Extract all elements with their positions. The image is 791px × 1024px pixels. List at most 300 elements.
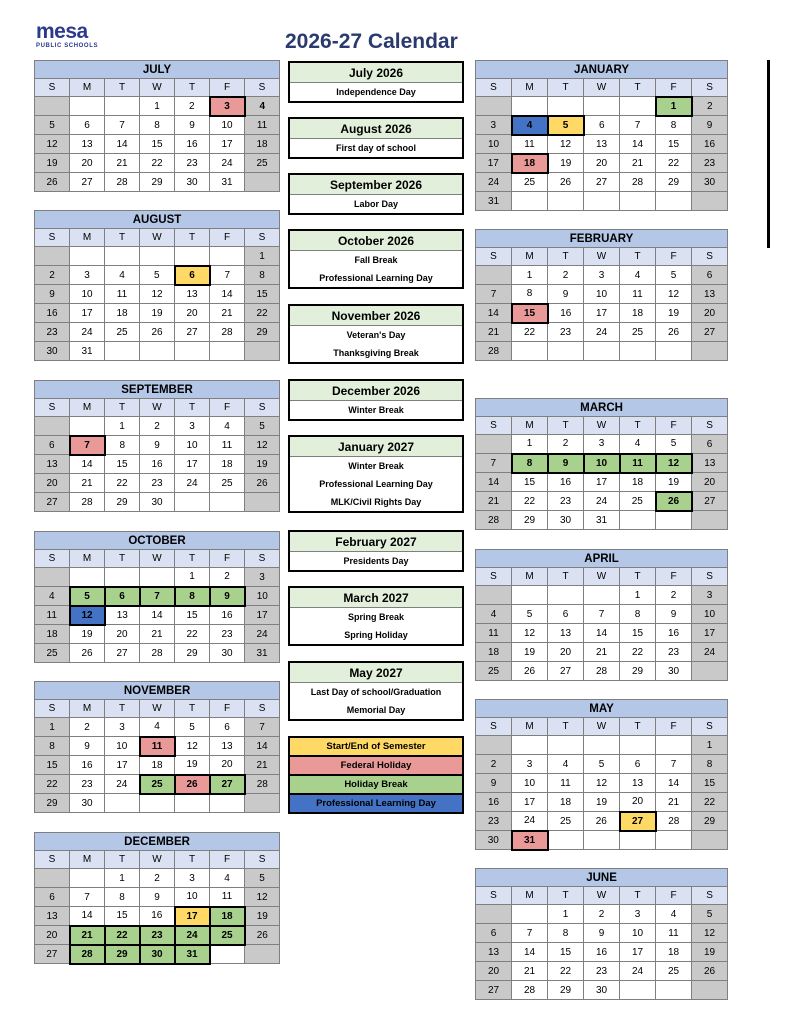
day-cell: 28 bbox=[245, 775, 280, 794]
day-cell: 20 bbox=[105, 625, 140, 644]
weekday-header: T bbox=[548, 248, 584, 266]
legend-federal-holiday: Federal Holiday bbox=[289, 756, 463, 775]
weekday-header: T bbox=[105, 79, 140, 97]
day-cell: 20 bbox=[35, 926, 70, 945]
day-cell: 29 bbox=[656, 173, 692, 192]
empty-cell bbox=[476, 435, 512, 454]
day-cell: 1 bbox=[175, 568, 210, 587]
weekday-header: T bbox=[105, 700, 140, 718]
weekday-header: S bbox=[476, 248, 512, 266]
day-cell: 4 bbox=[245, 97, 280, 116]
day-cell: 9 bbox=[210, 587, 245, 606]
day-cell: 21 bbox=[584, 643, 620, 662]
day-cell: 30 bbox=[35, 342, 70, 361]
empty-cell bbox=[692, 831, 728, 850]
event-item: Professional Learning Day bbox=[319, 273, 433, 283]
day-cell: 23 bbox=[210, 625, 245, 644]
month-august bbox=[34, 210, 280, 361]
day-cell: 25 bbox=[210, 474, 245, 493]
day-cell: 2 bbox=[692, 97, 728, 116]
empty-cell bbox=[548, 97, 584, 116]
day-cell: 2 bbox=[548, 266, 584, 285]
day-cell: 26 bbox=[584, 812, 620, 831]
event-item: Memorial Day bbox=[346, 705, 406, 715]
day-cell: 17 bbox=[210, 135, 245, 154]
weekday-header: S bbox=[245, 700, 280, 718]
week-row bbox=[476, 643, 728, 662]
event-month-title: May 2027 bbox=[290, 663, 462, 683]
empty-cell bbox=[512, 586, 548, 605]
day-cell: 5 bbox=[70, 587, 105, 606]
event-box bbox=[288, 379, 464, 421]
weekday-header: S bbox=[245, 229, 280, 247]
day-cell: 15 bbox=[656, 135, 692, 154]
day-cell: 15 bbox=[512, 473, 548, 492]
day-cell: 16 bbox=[476, 793, 512, 812]
weekday-header: M bbox=[512, 248, 548, 266]
empty-cell bbox=[584, 97, 620, 116]
day-cell: 20 bbox=[175, 304, 210, 323]
day-cell: 27 bbox=[210, 775, 245, 794]
day-cell: 16 bbox=[548, 304, 584, 323]
day-cell: 21 bbox=[512, 962, 548, 981]
day-cell: 8 bbox=[140, 116, 175, 135]
week-row bbox=[35, 718, 280, 737]
day-cell: 23 bbox=[656, 643, 692, 662]
day-cell: 3 bbox=[175, 417, 210, 436]
day-cell: 10 bbox=[175, 888, 210, 907]
empty-cell bbox=[584, 586, 620, 605]
week-row bbox=[35, 869, 280, 888]
week-row bbox=[476, 605, 728, 624]
day-cell: 28 bbox=[620, 173, 656, 192]
weekday-header: S bbox=[245, 79, 280, 97]
day-cell: 10 bbox=[210, 116, 245, 135]
week-row bbox=[35, 285, 280, 304]
page-title: 2026-27 Calendar bbox=[285, 30, 458, 53]
day-cell: 1 bbox=[140, 97, 175, 116]
empty-cell bbox=[175, 794, 210, 813]
weekday-header: T bbox=[175, 851, 210, 869]
day-cell: 18 bbox=[512, 154, 548, 173]
empty-cell bbox=[692, 662, 728, 681]
day-cell: 14 bbox=[70, 907, 105, 926]
day-cell: 15 bbox=[692, 774, 728, 793]
day-cell: 11 bbox=[512, 135, 548, 154]
weekday-header: W bbox=[140, 550, 175, 568]
month-name: SEPTEMBER bbox=[35, 381, 280, 399]
empty-cell bbox=[35, 869, 70, 888]
weekday-header: W bbox=[140, 700, 175, 718]
empty-cell bbox=[512, 736, 548, 755]
weekday-header: S bbox=[692, 568, 728, 586]
empty-cell bbox=[512, 905, 548, 924]
day-cell: 13 bbox=[692, 285, 728, 304]
day-cell: 19 bbox=[656, 304, 692, 323]
day-cell: 12 bbox=[584, 774, 620, 793]
day-cell: 15 bbox=[548, 943, 584, 962]
day-cell: 24 bbox=[620, 962, 656, 981]
day-cell: 4 bbox=[35, 587, 70, 606]
day-cell: 28 bbox=[210, 323, 245, 342]
week-row bbox=[476, 905, 728, 924]
day-cell: 7 bbox=[245, 718, 280, 737]
color-legend bbox=[288, 736, 464, 814]
weekday-header: S bbox=[692, 887, 728, 905]
weekday-header: W bbox=[140, 229, 175, 247]
day-cell: 14 bbox=[476, 304, 512, 323]
day-cell: 1 bbox=[512, 435, 548, 454]
week-row bbox=[476, 662, 728, 681]
weekday-header: T bbox=[175, 399, 210, 417]
day-cell: 4 bbox=[620, 435, 656, 454]
day-cell: 27 bbox=[620, 812, 656, 831]
empty-cell bbox=[548, 736, 584, 755]
empty-cell bbox=[210, 794, 245, 813]
empty-cell bbox=[512, 97, 548, 116]
day-cell: 8 bbox=[105, 888, 140, 907]
day-cell: 19 bbox=[175, 756, 210, 775]
weekday-header: T bbox=[620, 718, 656, 736]
weekday-header: M bbox=[70, 700, 105, 718]
empty-cell bbox=[656, 192, 692, 211]
day-cell: 20 bbox=[548, 643, 584, 662]
empty-cell bbox=[105, 568, 140, 587]
day-cell: 28 bbox=[476, 511, 512, 530]
day-cell: 24 bbox=[692, 643, 728, 662]
day-cell: 27 bbox=[692, 492, 728, 511]
day-cell: 16 bbox=[140, 907, 175, 926]
day-cell: 24 bbox=[105, 775, 140, 794]
weekday-header: S bbox=[692, 718, 728, 736]
day-cell: 13 bbox=[175, 285, 210, 304]
day-cell: 12 bbox=[175, 737, 210, 756]
weekday-header: S bbox=[35, 79, 70, 97]
day-cell: 6 bbox=[105, 587, 140, 606]
day-cell: 23 bbox=[548, 492, 584, 511]
day-cell: 7 bbox=[620, 116, 656, 135]
day-cell: 1 bbox=[245, 247, 280, 266]
day-cell: 28 bbox=[70, 493, 105, 512]
event-box bbox=[288, 173, 464, 215]
day-cell: 17 bbox=[584, 473, 620, 492]
event-month-title: November 2026 bbox=[290, 306, 462, 326]
day-cell: 10 bbox=[105, 737, 140, 756]
day-cell: 11 bbox=[656, 924, 692, 943]
day-cell: 31 bbox=[512, 831, 548, 850]
week-row bbox=[35, 116, 280, 135]
day-cell: 1 bbox=[512, 266, 548, 285]
day-cell: 20 bbox=[70, 154, 105, 173]
empty-cell bbox=[245, 794, 280, 813]
day-cell: 19 bbox=[245, 907, 280, 926]
day-cell: 12 bbox=[548, 135, 584, 154]
day-cell: 10 bbox=[512, 774, 548, 793]
day-cell: 23 bbox=[584, 962, 620, 981]
day-cell: 8 bbox=[35, 737, 70, 756]
day-cell: 14 bbox=[210, 285, 245, 304]
day-cell: 9 bbox=[140, 436, 175, 455]
weekday-header: T bbox=[620, 568, 656, 586]
day-cell: 18 bbox=[210, 907, 245, 926]
weekday-header: T bbox=[620, 887, 656, 905]
event-item: Spring Holiday bbox=[344, 630, 408, 640]
day-cell: 24 bbox=[210, 154, 245, 173]
day-cell: 17 bbox=[620, 943, 656, 962]
day-cell: 25 bbox=[548, 812, 584, 831]
day-cell: 13 bbox=[620, 774, 656, 793]
day-cell: 27 bbox=[692, 323, 728, 342]
day-cell: 20 bbox=[35, 474, 70, 493]
empty-cell bbox=[620, 97, 656, 116]
empty-cell bbox=[584, 736, 620, 755]
empty-cell bbox=[476, 586, 512, 605]
day-cell: 2 bbox=[210, 568, 245, 587]
weekday-header: S bbox=[35, 851, 70, 869]
day-cell: 22 bbox=[105, 474, 140, 493]
day-cell: 25 bbox=[210, 926, 245, 945]
empty-cell bbox=[476, 905, 512, 924]
day-cell: 5 bbox=[245, 417, 280, 436]
event-box bbox=[288, 661, 464, 721]
day-cell: 11 bbox=[140, 737, 175, 756]
day-cell: 21 bbox=[476, 492, 512, 511]
day-cell: 10 bbox=[584, 454, 620, 473]
day-cell: 30 bbox=[476, 831, 512, 850]
day-cell: 21 bbox=[70, 926, 105, 945]
month-april bbox=[475, 549, 728, 681]
week-row bbox=[35, 775, 280, 794]
week-row bbox=[35, 323, 280, 342]
week-row bbox=[476, 924, 728, 943]
week-row bbox=[35, 342, 280, 361]
day-cell: 17 bbox=[105, 756, 140, 775]
event-month-title: January 2027 bbox=[290, 437, 462, 457]
day-cell: 19 bbox=[140, 304, 175, 323]
day-cell: 2 bbox=[584, 905, 620, 924]
day-cell: 9 bbox=[476, 774, 512, 793]
event-box bbox=[288, 435, 464, 513]
day-cell: 27 bbox=[548, 662, 584, 681]
day-cell: 20 bbox=[476, 962, 512, 981]
day-cell: 23 bbox=[692, 154, 728, 173]
weekday-header: M bbox=[70, 851, 105, 869]
day-cell: 10 bbox=[175, 436, 210, 455]
day-cell: 10 bbox=[584, 285, 620, 304]
week-row bbox=[476, 135, 728, 154]
empty-cell bbox=[548, 342, 584, 361]
day-cell: 10 bbox=[476, 135, 512, 154]
day-cell: 22 bbox=[245, 304, 280, 323]
day-cell: 4 bbox=[656, 905, 692, 924]
day-cell: 21 bbox=[656, 793, 692, 812]
day-cell: 15 bbox=[35, 756, 70, 775]
week-row bbox=[476, 962, 728, 981]
day-cell: 29 bbox=[548, 981, 584, 1000]
weekday-header: S bbox=[476, 568, 512, 586]
event-month-title: December 2026 bbox=[290, 381, 462, 401]
day-cell: 18 bbox=[620, 304, 656, 323]
day-cell: 11 bbox=[210, 888, 245, 907]
day-cell: 30 bbox=[140, 945, 175, 964]
week-row bbox=[35, 794, 280, 813]
month-name: FEBRUARY bbox=[476, 230, 728, 248]
day-cell: 5 bbox=[548, 116, 584, 135]
day-cell: 7 bbox=[70, 436, 105, 455]
day-cell: 22 bbox=[620, 643, 656, 662]
day-cell: 13 bbox=[584, 135, 620, 154]
empty-cell bbox=[512, 192, 548, 211]
event-month-title: August 2026 bbox=[290, 119, 462, 139]
day-cell: 29 bbox=[620, 662, 656, 681]
empty-cell bbox=[656, 831, 692, 850]
day-cell: 9 bbox=[70, 737, 105, 756]
day-cell: 4 bbox=[476, 605, 512, 624]
day-cell: 26 bbox=[692, 962, 728, 981]
day-cell: 11 bbox=[210, 436, 245, 455]
empty-cell bbox=[70, 417, 105, 436]
event-item: Spring Break bbox=[347, 612, 405, 622]
day-cell: 22 bbox=[692, 793, 728, 812]
event-month-title: September 2026 bbox=[290, 175, 462, 195]
event-item: MLK/Civil Rights Day bbox=[330, 497, 422, 507]
day-cell: 3 bbox=[245, 568, 280, 587]
day-cell: 14 bbox=[70, 455, 105, 474]
day-cell: 12 bbox=[140, 285, 175, 304]
day-cell: 29 bbox=[35, 794, 70, 813]
day-cell: 24 bbox=[175, 474, 210, 493]
month-name: AUGUST bbox=[35, 211, 280, 229]
day-cell: 8 bbox=[512, 285, 548, 304]
day-cell: 12 bbox=[692, 924, 728, 943]
weekday-header: T bbox=[175, 700, 210, 718]
day-cell: 11 bbox=[620, 285, 656, 304]
month-june bbox=[475, 868, 728, 1000]
weekday-header: W bbox=[584, 79, 620, 97]
week-row bbox=[476, 154, 728, 173]
empty-cell bbox=[245, 173, 280, 192]
event-item: Winter Break bbox=[348, 405, 404, 415]
day-cell: 5 bbox=[512, 605, 548, 624]
day-cell: 13 bbox=[70, 135, 105, 154]
day-cell: 3 bbox=[210, 97, 245, 116]
empty-cell bbox=[210, 945, 245, 964]
event-month-title: July 2026 bbox=[290, 63, 462, 83]
day-cell: 8 bbox=[105, 436, 140, 455]
day-cell: 25 bbox=[656, 962, 692, 981]
week-row bbox=[476, 736, 728, 755]
day-cell: 19 bbox=[512, 643, 548, 662]
day-cell: 19 bbox=[70, 625, 105, 644]
week-row bbox=[35, 97, 280, 116]
day-cell: 18 bbox=[140, 756, 175, 775]
week-row bbox=[476, 266, 728, 285]
day-cell: 13 bbox=[476, 943, 512, 962]
day-cell: 12 bbox=[35, 135, 70, 154]
day-cell: 14 bbox=[512, 943, 548, 962]
empty-cell bbox=[210, 493, 245, 512]
day-cell: 7 bbox=[476, 285, 512, 304]
day-cell: 30 bbox=[140, 493, 175, 512]
day-cell: 24 bbox=[70, 323, 105, 342]
month-march bbox=[475, 398, 728, 530]
week-row bbox=[35, 455, 280, 474]
day-cell: 14 bbox=[656, 774, 692, 793]
day-cell: 1 bbox=[656, 97, 692, 116]
day-cell: 23 bbox=[140, 926, 175, 945]
day-cell: 2 bbox=[70, 718, 105, 737]
day-cell: 18 bbox=[245, 135, 280, 154]
day-cell: 17 bbox=[70, 304, 105, 323]
week-row bbox=[35, 154, 280, 173]
day-cell: 1 bbox=[548, 905, 584, 924]
empty-cell bbox=[35, 417, 70, 436]
day-cell: 4 bbox=[105, 266, 140, 285]
weekday-header: T bbox=[620, 79, 656, 97]
empty-cell bbox=[105, 342, 140, 361]
event-item: Professional Learning Day bbox=[319, 479, 433, 489]
day-cell: 27 bbox=[70, 173, 105, 192]
week-row bbox=[476, 435, 728, 454]
day-cell: 8 bbox=[656, 116, 692, 135]
day-cell: 5 bbox=[692, 905, 728, 924]
day-cell: 4 bbox=[210, 869, 245, 888]
day-cell: 19 bbox=[35, 154, 70, 173]
day-cell: 2 bbox=[175, 97, 210, 116]
week-row bbox=[476, 831, 728, 850]
day-cell: 21 bbox=[620, 154, 656, 173]
day-cell: 2 bbox=[35, 266, 70, 285]
day-cell: 6 bbox=[548, 605, 584, 624]
empty-cell bbox=[692, 981, 728, 1000]
week-row bbox=[476, 454, 728, 473]
day-cell: 11 bbox=[476, 624, 512, 643]
day-cell: 26 bbox=[512, 662, 548, 681]
weekday-header: F bbox=[656, 417, 692, 435]
weekday-header: F bbox=[210, 399, 245, 417]
day-cell: 26 bbox=[548, 173, 584, 192]
weekday-header: W bbox=[584, 887, 620, 905]
empty-cell bbox=[70, 568, 105, 587]
day-cell: 20 bbox=[692, 304, 728, 323]
day-cell: 30 bbox=[70, 794, 105, 813]
day-cell: 30 bbox=[175, 173, 210, 192]
day-cell: 20 bbox=[210, 756, 245, 775]
week-row bbox=[35, 644, 280, 663]
week-row bbox=[35, 436, 280, 455]
week-row bbox=[35, 417, 280, 436]
day-cell: 20 bbox=[620, 793, 656, 812]
empty-cell bbox=[548, 192, 584, 211]
day-cell: 18 bbox=[620, 473, 656, 492]
weekday-header: F bbox=[656, 248, 692, 266]
day-cell: 16 bbox=[548, 473, 584, 492]
event-month-title: March 2027 bbox=[290, 588, 462, 608]
day-cell: 2 bbox=[140, 869, 175, 888]
weekday-header: T bbox=[105, 229, 140, 247]
day-cell: 25 bbox=[140, 775, 175, 794]
day-cell: 13 bbox=[35, 455, 70, 474]
weekday-header: M bbox=[70, 229, 105, 247]
empty-cell bbox=[175, 493, 210, 512]
day-cell: 13 bbox=[210, 737, 245, 756]
day-cell: 31 bbox=[70, 342, 105, 361]
day-cell: 19 bbox=[245, 455, 280, 474]
day-cell: 3 bbox=[476, 116, 512, 135]
empty-cell bbox=[620, 192, 656, 211]
event-box bbox=[288, 229, 464, 289]
week-row bbox=[476, 192, 728, 211]
